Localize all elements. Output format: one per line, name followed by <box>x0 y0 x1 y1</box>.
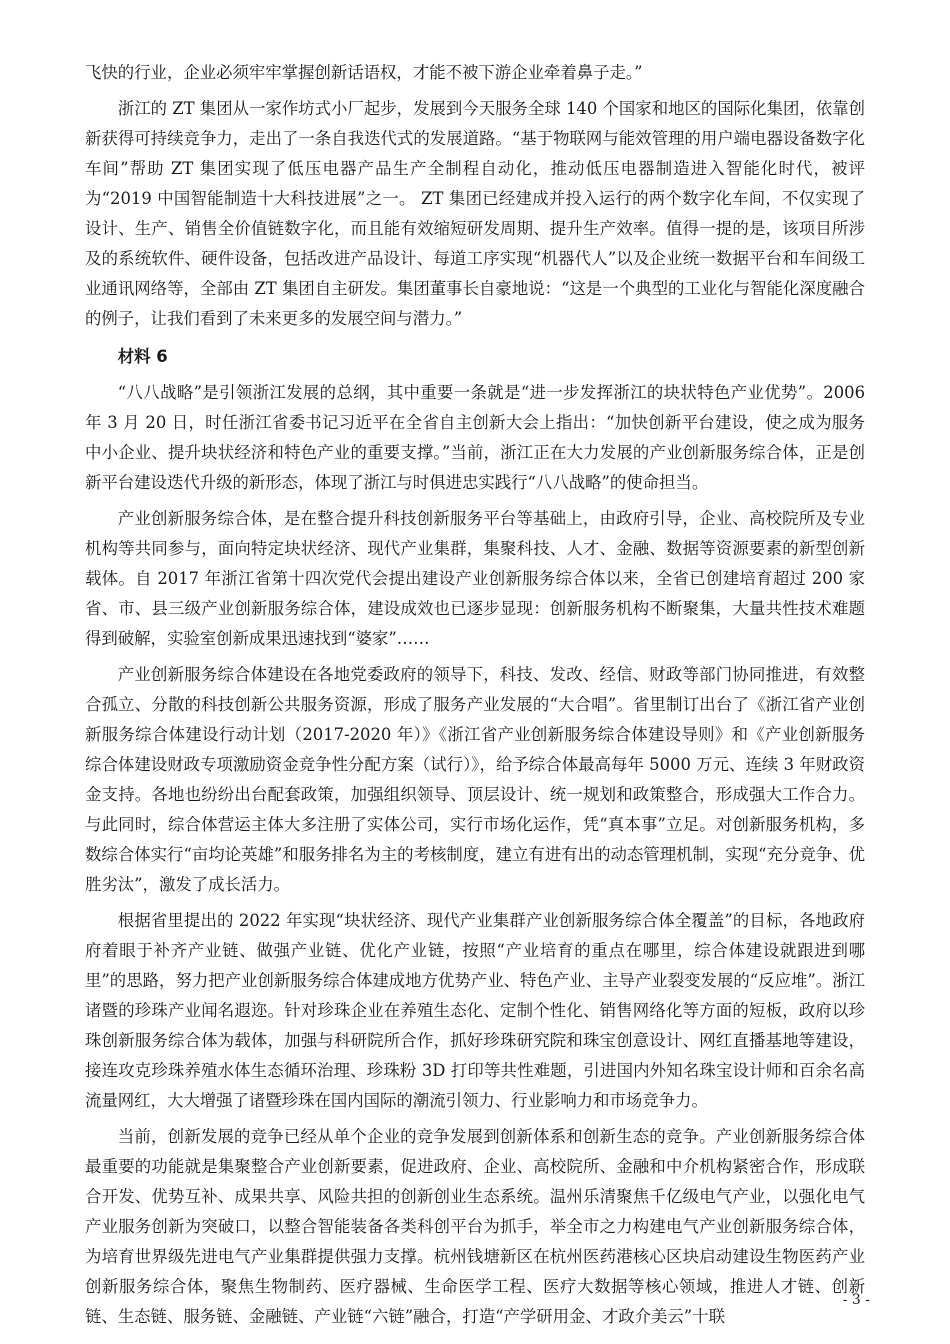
section-heading-material-6: 材料 6 <box>117 347 168 366</box>
paragraph-zhuji-pearl: 根据省里提出的 2022 年实现“块状经济、现代产业集群产业创新服务综合体全覆盖”的目标，各地政府府着眼于补齐产业链、做强产业链、优化产业链，按照“产业培育的重点在哪里，综合体建设就跟进到哪里”的思路，努力把产业创新服务综合体建成地方优势产业、特色产业、主导产业裂变发展的“反应堆”。浙江诸暨的珍珠产业闻名遐迩。针对珍珠企业在养殖生态化、定制个性化、销售网络化等方面的短板，政府以珍珠创新服务综合体为载体，加强与科研院所合作，抓好珍珠研究院和珠宝创意设计、网红直播基地等建设，接连攻克珍珠养殖水体生态循环治理、珍珠粉 3D 打印等共性难题，引进国内外知名珠宝设计师和百余名高流量网红，大大增强了诸暨珍珠在国内国际的潮流引领力、行业影响力和市场竞争力。 <box>85 911 865 1110</box>
document-page <box>85 58 865 1332</box>
paragraph-zt-group: 浙江的 ZT 集团从一家作坊式小厂起步，发展到今天服务全球 140 个国家和地区的国际化集团，依靠创新获得可持续竞争力，走出了一条自我迭代式的发展道路。“基于物联网与能效管理的用户端电器设备数字化车间”帮助 ZT 集团实现了低压电器产品生产全制程自动化，推动低压电器制造进入智能化时代，被评为“2019 中国智能制造十大科技进展”之一。 ZT 集团已经建成并投入运行的两个数字化车间，不仅实现了设计、生产、销售全价值链数字化，而且能有效缩短研发周期、提升生产效率。值得一提的是，该项目所涉及的系统软件、硬件设备，包括改进产品设计、每道工序实现“机器代人”以及企业统一数据平台和车间级工业通讯网络等，全部由 ZT 集团自主研发。集团董事长自豪地说：“这是一个典型的工业化与智能化深度融合的例子，让我们看到了未来更多的发展空间与潜力。” <box>85 99 865 328</box>
page-number: - 3 - <box>842 1292 870 1308</box>
paragraph-88-strategy: “八八战略”是引领浙江发展的总纲，其中重要一条就是“进一步发挥浙江的块状特色产业优势”。2006 年 3 月 20 日，时任浙江省委书记习近平在全省自主创新大会上指出：“加快创新平台建设，使之成为服务中小企业、提升块状经济和特色产业的重要支撑。”当前，浙江正在大力发展的产业创新服务综合体，正是创新平台建设迭代升级的新形态，体现了浙江与时俱进忠实践行“八八战略”的使命担当。 <box>85 383 865 492</box>
paragraph-continuation: 飞快的行业，企业必须牢牢掌握创新话语权，才能不被下游企业牵着鼻子走。” <box>85 63 643 82</box>
paragraph-service-complex-definition: 产业创新服务综合体，是在整合提升科技创新服务平台等基础上，由政府引导，企业、高校院所及专业机构等共同参与，面向特定块状经济、现代产业集群，集聚科技、人才、金融、数据等资源要素的新型创新载体。自 2017 年浙江省第十四次党代会提出建设产业创新服务综合体以来，全省已创建培育超过 200 家省、市、县三级产业创新服务综合体，建设成效也已逐步显现：创新服务机构不断聚集，大量共性技术难题得到破解，实验室创新成果迅速找到“婆家”…… <box>85 509 865 648</box>
paragraph-innovation-ecosystem: 当前，创新发展的竞争已经从单个企业的竞争发展到创新体系和创新生态的竞争。产业创新服务综合体最重要的功能就是集聚整合产业创新要素，促进政府、企业、高校院所、金融和中介机构紧密合作，形成联合开发、优势互补、成果共享、风险共担的创新创业生态系统。温州乐清聚焦千亿级电气产业，以强化电气产业服务创新为突破口，以整合智能装备各类科创平台为抓手，举全市之力构建电气产业创新服务综合体，为培育世界级先进电气产业集群提供强力支撑。杭州钱塘新区在杭州医药港核心区块启动建设生物医药产业创新服务综合体，聚焦生物制药、医疗器械、生命医学工程、医疗大数据等核心领域，推进人才链、创新链、生态链、服务链、金融链、产业链“六链”融合，打造“产学研用金、才政介美云”十联 <box>85 1127 865 1326</box>
paragraph-policy-support: 产业创新服务综合体建设在各地党委政府的领导下，科技、发改、经信、财政等部门协同推进，有效整合孤立、分散的科技创新公共服务资源，形成了服务产业发展的“大合唱”。省里制订出台了《浙江省产业创新服务综合体建设行动计划（2017-2020 年）》《浙江省产业创新服务综合体建设导则》和《产业创新服务综合体建设财政专项激励资金竞争性分配方案（试行）》，给予综合体最高每年 5000 万元、连续 3 年财政资金支持。各地也纷纷出台配套政策，加强组织领导、顶层设计、统一规划和政策整合，形成强大工作合力。与此同时，综合体营运主体大多注册了实体公司，实行市场化运作，凭“真本事”立足。对创新服务机构，多数综合体实行“亩均论英雄”和服务排名为主的考核制度，建立有进有出的动态管理机制，实现“充分竞争、优胜劣汰”，激发了成长活力。 <box>85 665 865 894</box>
